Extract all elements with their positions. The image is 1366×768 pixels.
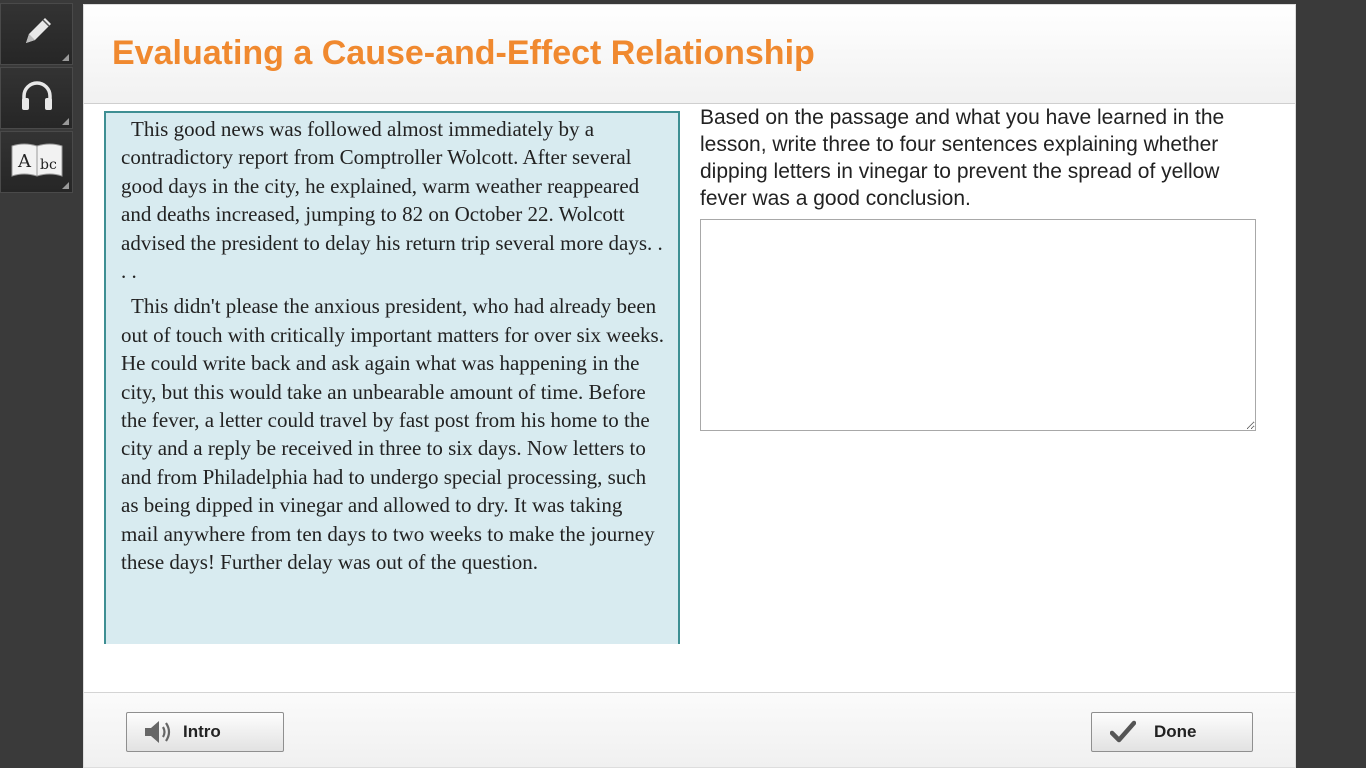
- done-button[interactable]: [1091, 712, 1253, 752]
- checkmark-icon: [1110, 718, 1140, 746]
- answer-textarea[interactable]: [700, 219, 1256, 431]
- header: [84, 5, 1295, 104]
- activity-panel: [83, 4, 1296, 768]
- tool-menu-corner-icon: [62, 54, 69, 61]
- tool-menu-corner-icon: [62, 182, 69, 189]
- svg-text:bc: bc: [39, 156, 57, 173]
- page-title: Evaluating a Cause-and-Effect Relationship: [112, 34, 815, 72]
- headphones-icon: [17, 78, 57, 119]
- svg-text:A: A: [17, 150, 31, 172]
- dictionary-icon: [10, 140, 64, 185]
- done-button-label: Done: [1154, 722, 1197, 741]
- passage-paragraph: This good news was followed almost immediately by a contradictory report from Comptroller Wolcott. After several good days in the city, he explained, warm weather reappeared and deaths increased, jumping to 82 on October 22. Wolcott advised the president to delay his return trip several more days. . . .: [121, 117, 663, 284]
- audio-tool-button[interactable]: [0, 67, 73, 129]
- reading-passage: [104, 111, 680, 644]
- pencil-tool-button[interactable]: [0, 3, 73, 65]
- passage-paragraph: This didn't please the anxious president, who had already been out of touch with critically important matters for over six weeks. He could write back and ask again what was happening in the city, but this would take an unbearable amount of time. Before the fever, a letter could travel by fast post from his home to the city and a reply be received in three to six days. Now letters to and from Philadelphia had to undergo special processing, such as being dipped in vinegar and allowed to dry. It was taking mail anywhere from ten days to two weeks to make the journey these days! Further delay was out of the question.: [121, 294, 664, 575]
- question-prompt: Based on the passage and what you have learned in the lesson, write three to four sentences explaining whether dipping letters in vinegar to prevent the spread of yellow fever was a good conclusion.: [700, 106, 1225, 210]
- intro-button-label: Intro: [183, 722, 221, 741]
- tool-menu-corner-icon: [62, 118, 69, 125]
- tool-rail: [0, 0, 75, 196]
- intro-button[interactable]: [126, 712, 284, 752]
- speaker-icon: [143, 718, 173, 746]
- dictionary-tool-button[interactable]: [0, 131, 73, 193]
- footer-bar: [84, 692, 1295, 767]
- pencil-icon: [17, 12, 57, 57]
